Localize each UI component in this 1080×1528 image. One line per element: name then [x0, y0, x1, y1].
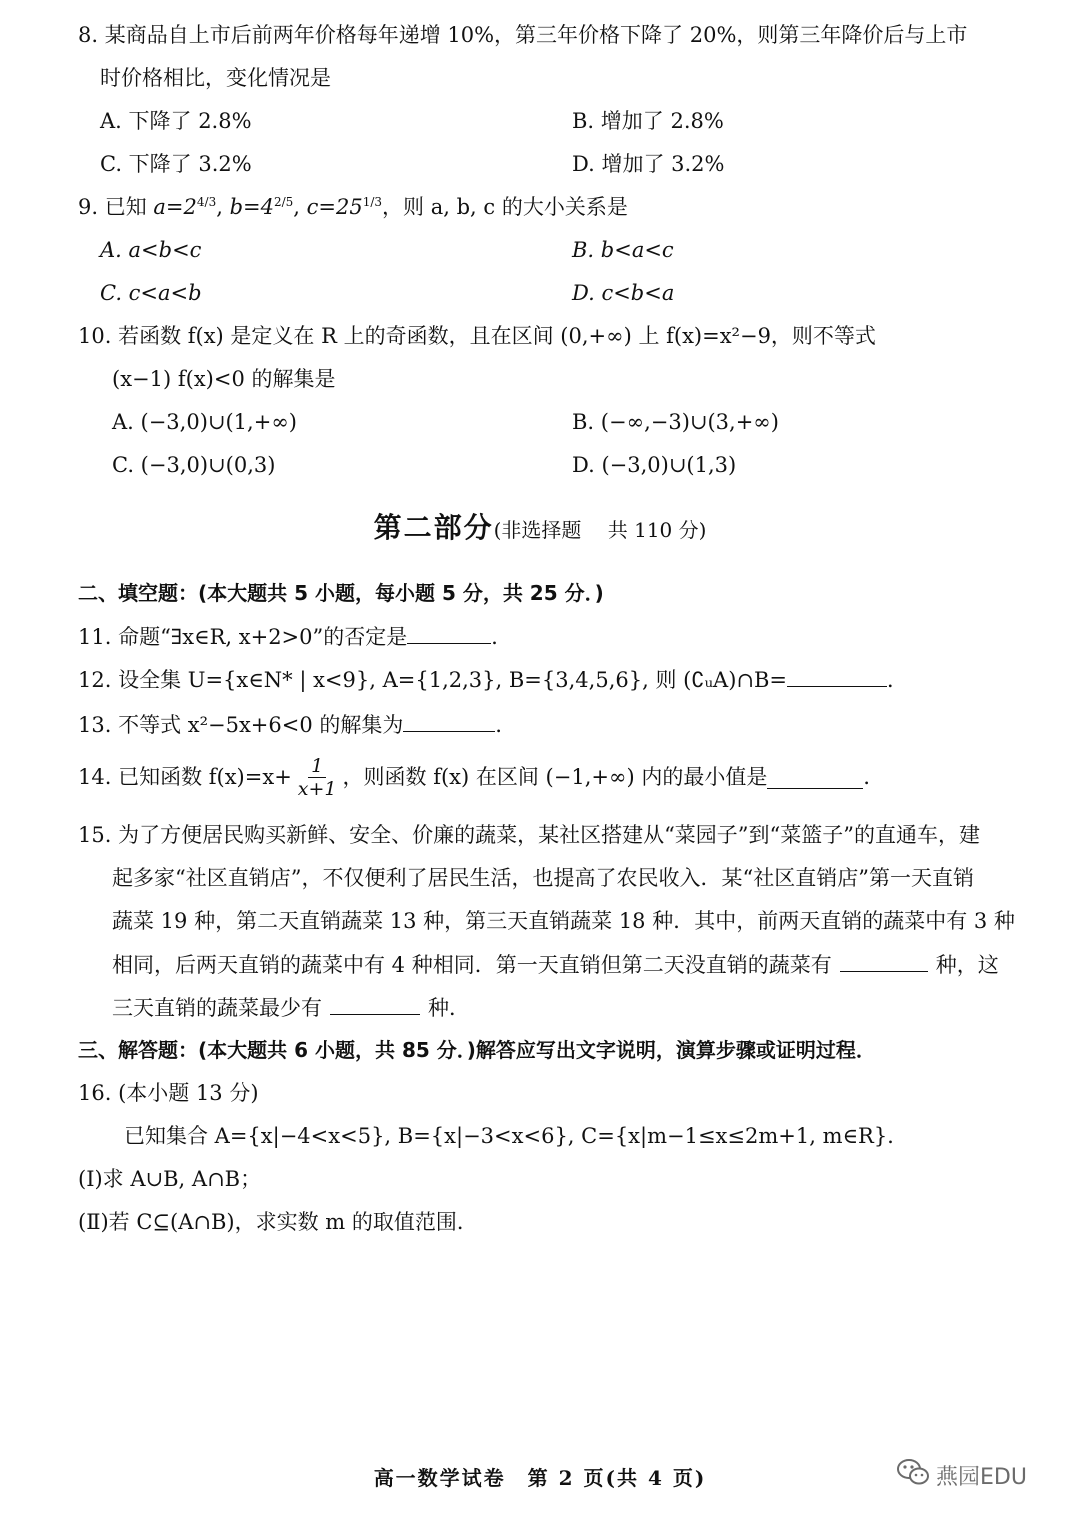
- q8-option-b: B. 增加了 2.8%: [572, 109, 724, 133]
- q8-option-d: D. 增加了 3.2%: [572, 152, 725, 176]
- part2-title-sub: (非选择题 共 110 分): [493, 518, 707, 542]
- q15-line3: 蔬菜 19 种，第二天直销蔬菜 13 种，第三天直销蔬菜 18 种．其中，前两天直销的蔬菜中有 3 种: [112, 909, 1015, 933]
- q14: 14. 已知函数 f(x)=x+ $\frac{1}{x+1}$ ，则函数 f(x) 在区间 (−1,+∞) 内的最小值是 ．: [78, 754, 885, 800]
- q9-b-exp: 2/5: [273, 195, 294, 209]
- q14-text-pre: 14. 已知函数 f(x)=x+: [78, 765, 292, 789]
- q9-option-d: D. c<b<a: [572, 281, 675, 305]
- q16-body: 已知集合 A={x|−4<x<5}, B={x|−3<x<6}, C={x|m−1≤x≤2m+1, m∈R}．: [124, 1124, 909, 1148]
- q12: 12. 设全集 U={x∈N* | x<9}, A={1,2,3}, B={3,4,5,6}, 则 (∁ᵤA)∩B= ．: [78, 664, 908, 695]
- q14-text-post: ，则函数 f(x) 在区间 (−1,+∞) 内的最小值是: [342, 765, 768, 789]
- q16-part1: (Ⅰ)求 A∪B, A∩B；: [78, 1167, 262, 1191]
- q8-option-c: C. 下降了 3.2%: [100, 152, 252, 176]
- q9-option-c: C. c<a<b: [100, 281, 202, 305]
- part2-title-main: 第二部分: [373, 511, 494, 544]
- q15-line4: [112, 949, 999, 980]
- q15-line5-text: 三天直销的蔬菜最少有: [112, 996, 322, 1020]
- q14-answer-blank: [767, 766, 863, 789]
- q15-line4-text: 相同，后两天直销的蔬菜中有 4 种相同．第一天直销但第二天没直销的蔬菜有: [112, 953, 832, 977]
- q13-text: 13. 不等式 x²−5x+6<0 的解集为: [78, 713, 404, 737]
- q15-line5-tail: 种．: [428, 996, 470, 1020]
- q8-stem-line2: 时价格相比，变化情况是: [100, 66, 331, 90]
- q9-c-exp: 1/3: [362, 195, 383, 209]
- q15-line5: [112, 992, 470, 1023]
- q9-b-base: b=4: [229, 195, 274, 219]
- q9-c-base: c=25: [306, 195, 363, 219]
- q16-title: 16. (本小题 13 分): [78, 1081, 259, 1105]
- q12-text: 12. 设全集 U={x∈N* | x<9}, A={1,2,3}, B={3,4,5,6}, 则 (∁ᵤA)∩B=: [78, 668, 788, 692]
- q12-answer-blank: [787, 664, 887, 687]
- q15-answer-blank-2: [330, 992, 420, 1015]
- q9-suffix: ，则 a, b, c 的大小关系是: [382, 195, 628, 219]
- q13: 13. 不等式 x²−5x+6<0 的解集为 ．: [78, 709, 516, 740]
- q10-option-b: B. (−∞,−3)∪(3,+∞): [572, 410, 779, 434]
- q9-prefix: 9. 已知: [78, 195, 147, 219]
- wechat-icon: [896, 1458, 930, 1492]
- q13-answer-blank: [403, 709, 495, 732]
- watermark-text: 燕园EDU: [936, 1464, 1027, 1490]
- answer-section-heading: 三、解答题：(本大题共 6 小题，共 85 分．)解答应写出文字说明，演算步骤或证明过程．: [78, 1038, 876, 1062]
- q16-part2: (Ⅱ)若 C⊆(A∩B)，求实数 m 的取值范围．: [78, 1210, 478, 1234]
- q9-a-base: a=2: [153, 195, 197, 219]
- q15-line2: 起多家“社区直销店”，不仅便利了居民生活，也提高了农民收入．某“社区直销店”第一天直销: [112, 866, 974, 890]
- q9-a-exp: 4/3: [196, 195, 217, 209]
- watermark: [896, 1458, 1027, 1492]
- q15-answer-blank-1: [840, 949, 928, 972]
- q14-fraction-numerator: 1: [308, 755, 326, 778]
- q15-line4-tail: 种，这: [935, 953, 999, 977]
- q8-stem-line1: 8. 某商品自上市后前两年价格每年递增 10%，第三年价格下降了 20%，则第三年降价后与上市: [78, 23, 968, 47]
- q15-line1: 15. 为了方便居民购买新鲜、安全、价廉的蔬菜，某社区搭建从“菜园子”到“菜篮子”的直通车，建: [78, 823, 981, 847]
- q10-option-a: A. (−3,0)∪(1,+∞): [112, 410, 298, 434]
- q10-option-d: D. (−3,0)∪(1,3): [572, 453, 737, 477]
- q9-stem: 9. 已知 $a=2^{4/3}$, $b=4^{2/5}$, $c=25^{1/3}$，则 a, b, c 的大小关系是: [78, 195, 628, 219]
- q14-fraction-denominator: x+1: [297, 777, 337, 800]
- page-footer: 高一数学试卷 第 2 页(共 4 页): [373, 1466, 707, 1490]
- q10-option-c: C. (−3,0)∪(0,3): [112, 453, 276, 477]
- q8-option-a: A. 下降了 2.8%: [100, 109, 252, 133]
- part2-title: [0, 510, 1080, 548]
- q11-text: 11. 命题“∃x∈R, x+2>0”的否定是: [78, 625, 408, 649]
- fill-section-heading: 二、填空题：(本大题共 5 小题，每小题 5 分，共 25 分．): [78, 581, 604, 605]
- q9-option-b: B. b<a<c: [572, 238, 674, 262]
- q10-stem-line1: 10. 若函数 f(x) 是定义在 R 上的奇函数，且在区间 (0,+∞) 上 f(x)=x²−9，则不等式: [78, 324, 876, 348]
- q11-answer-blank: [407, 621, 491, 644]
- q14-fraction: [295, 755, 340, 800]
- q11: 11. 命题“∃x∈R, x+2>0”的否定是 ．: [78, 621, 512, 652]
- q9-option-a: A. a<b<c: [100, 238, 202, 262]
- q10-stem-line2: (x−1) f(x)<0 的解集是: [112, 367, 336, 391]
